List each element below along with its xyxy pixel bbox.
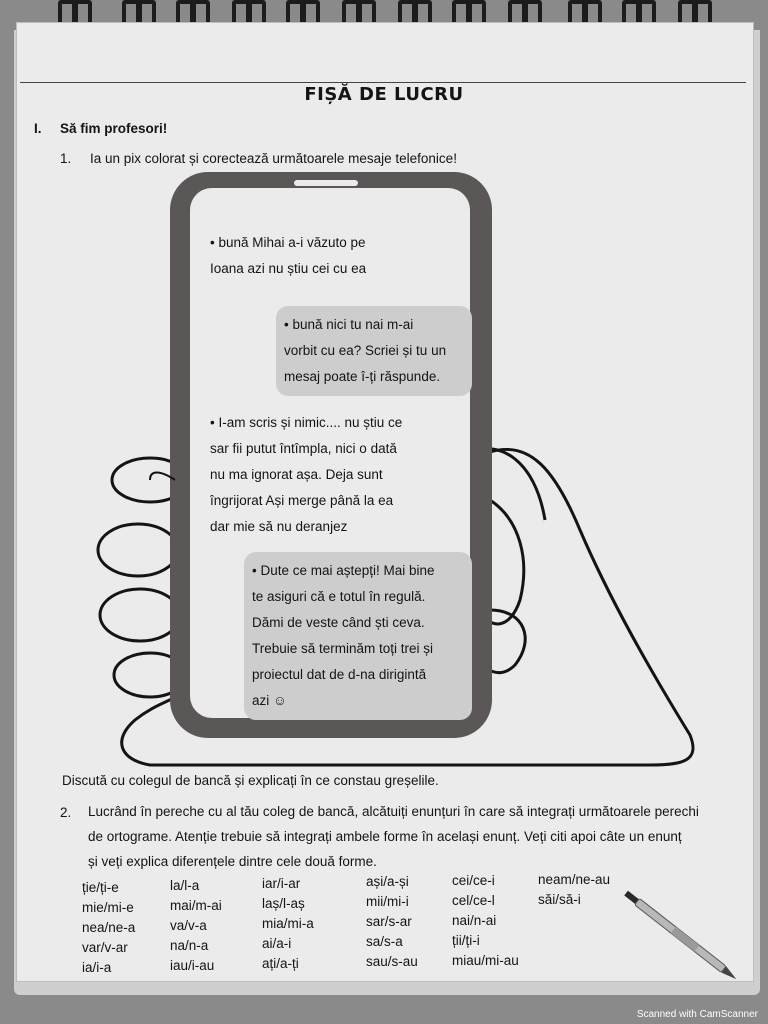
section-title: Să fim profesori!: [60, 121, 168, 136]
page-title: FIȘĂ DE LUCRU: [304, 84, 464, 105]
orthogram-pair: cel/ce-l: [452, 893, 495, 908]
orthogram-pair: la/l-a: [170, 878, 200, 893]
discussion-instruction: Discută cu colegul de bancă și explicați în ce constau greșelile.: [62, 773, 439, 788]
task2-number: 2.: [60, 805, 72, 820]
task2-instruction: Lucrând în pereche cu al tău coleg de bancă, alcătuiți enunțuri în care să integrați următoarele perechi de ortograme. Atenție trebuie să integrați ambele forme în același enunț. Veți citi apoi câte un enunț și veți explica diferențele dintre cele două forme.: [88, 804, 699, 869]
finger-2: [98, 524, 178, 576]
section-number: I.: [34, 121, 42, 136]
message-4: • Dute ce mai aștepți! Mai bine te asiguri că e totul în regulă. Dămi de veste când ști ceva. Trebuie să terminăm toți trei și proiectul dat de d-na dirigintă azi ☺: [244, 552, 472, 720]
orthogram-column-1: [82, 878, 135, 978]
orthogram-pair: iar/i-ar: [262, 876, 301, 891]
orthogram-column-2: [170, 876, 222, 976]
message-3: • I-am scris și nimic.... nu știu ce sar fii putut întîmpla, nici o dată nu ma ignorat așa. Deja sunt îngrijorat Ași merge până la ea dar mie să nu deranjez: [210, 415, 403, 534]
orthogram-pair: nea/ne-a: [82, 920, 136, 935]
orthogram-pair: sau/s-au: [366, 954, 418, 969]
orthogram-pair: va/v-a: [170, 918, 207, 933]
orthogram-pair: laș/l-aș: [262, 896, 305, 911]
orthogram-pair: ai/a-i: [262, 936, 292, 951]
orthogram-pair: ia/i-a: [82, 960, 112, 975]
task1-instruction: Ia un pix colorat și corectează următoarele mesaje telefonice!: [90, 151, 457, 166]
orthogram-pair: nai/n-ai: [452, 913, 497, 928]
orthogram-pair: mie/mi-e: [82, 900, 134, 915]
orthogram-column-6: [538, 870, 610, 910]
orthogram-pair: mia/mi-a: [262, 916, 314, 931]
orthogram-column-4: [366, 872, 418, 972]
orthogram-pair: mai/m-ai: [170, 898, 222, 913]
phone-speaker: [294, 180, 358, 186]
orthogram-pair: iau/i-au: [170, 958, 215, 973]
orthogram-pair: miau/mi-au: [452, 953, 519, 968]
orthogram-pair: mii/mi-i: [366, 894, 409, 909]
orthogram-column-3: [262, 874, 314, 974]
orthogram-pair: sa/s-a: [366, 934, 403, 949]
scanner-watermark: Scanned with CamScanner: [636, 1009, 758, 1020]
orthogram-pair: ție/ți-e: [82, 880, 119, 895]
orthogram-pair: ați/a-ți: [262, 956, 299, 971]
orthogram-pair: sar/s-ar: [366, 914, 412, 929]
orthogram-pair: cei/ce-i: [452, 873, 495, 888]
finger-3: [100, 589, 180, 641]
orthogram-pair: var/v-ar: [82, 940, 128, 955]
orthogram-pair: săi/să-i: [538, 892, 581, 907]
orthogram-column-5: [452, 871, 519, 971]
orthogram-pair: neam/ne-au: [538, 872, 611, 887]
task1-number: 1.: [60, 151, 72, 166]
message-1: • bună Mihai a-i văzuto pe Ioana azi nu știu cei cu ea: [210, 235, 367, 276]
orthogram-pair: ași/a-și: [366, 874, 409, 889]
orthogram-pair: na/n-a: [170, 938, 209, 953]
orthogram-pair: ții/ți-i: [452, 933, 480, 948]
message-2: • bună nici tu nai m-ai vorbit cu ea? Scriei și tu un mesaj poate î-ți răspunde.: [276, 306, 472, 396]
